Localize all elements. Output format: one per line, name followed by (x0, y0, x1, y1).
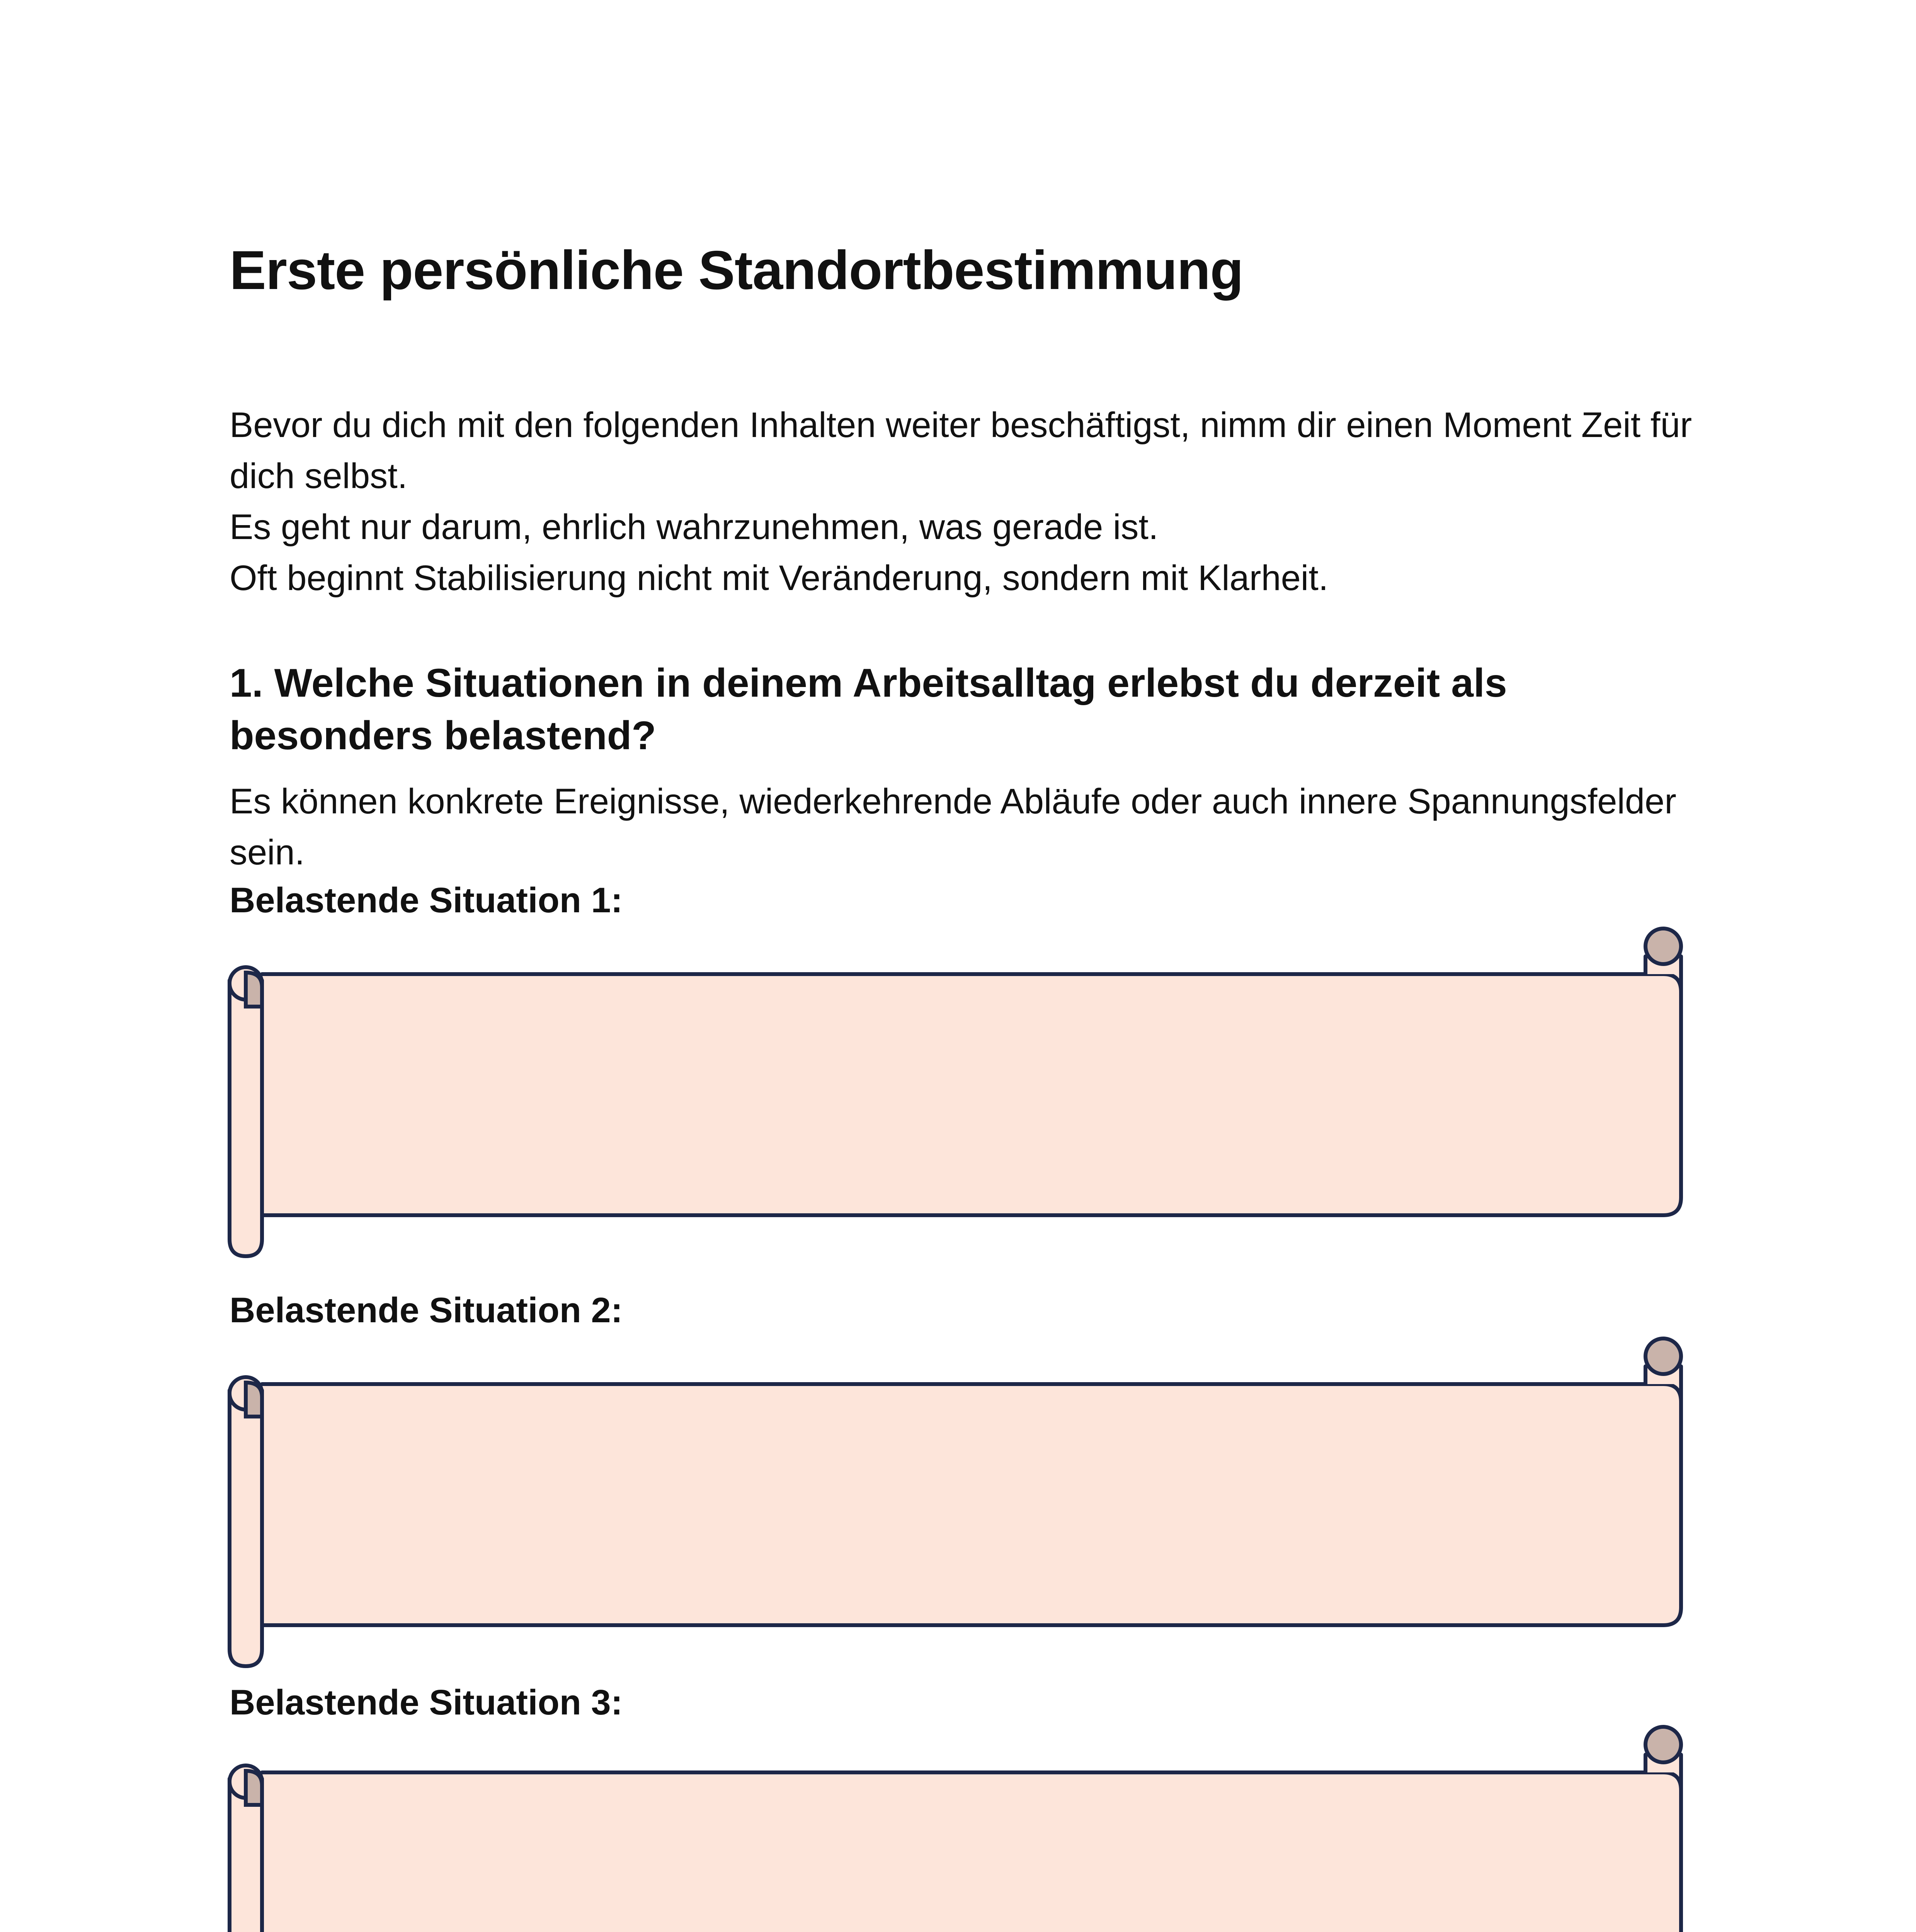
situation-answer-area-2[interactable] (277, 1393, 1665, 1616)
intro-sentence-1: Bevor du dich mit den folgenden Inhalten weiter beschäftigst, nimm dir einen Moment Zeit für dich selbst. (230, 405, 1692, 496)
question-description: Es können konkrete Ereignisse, wiederkehrende Abläufe oder auch innere Spannungsfelder sein. (230, 782, 1676, 872)
introduction (230, 400, 1717, 604)
situation-answer-area-3[interactable] (277, 1782, 1665, 1932)
scroll-left-roll (230, 1377, 262, 1666)
scroll-left-roll (230, 1765, 262, 1932)
situation-label-1: Belastende Situation 1: (230, 881, 623, 920)
scroll-left-roll (230, 967, 262, 1256)
intro-sentence-2: Es geht nur darum, ehrlich wahrzunehmen, was gerade ist. (230, 507, 1159, 547)
situation-scroll-field-2[interactable] (225, 1335, 1706, 1675)
situation-label-3: Belastende Situation 3: (230, 1683, 623, 1722)
situation-scroll-field-3[interactable] (225, 1724, 1706, 1932)
intro-sentence-3: Oft beginnt Stabilisierung nicht mit Veränderung, sondern mit Klarheit. (230, 558, 1329, 598)
page-title: Erste persönliche Standortbestimmung (230, 240, 1244, 301)
question-heading: 1. Welche Situationen in deinem Arbeitsalltag erlebst du derzeit als besonders belastend? (230, 661, 1507, 758)
situation-label-2: Belastende Situation 2: (230, 1291, 623, 1330)
situation-answer-area-1[interactable] (277, 983, 1665, 1206)
situation-scroll-field-1[interactable] (225, 925, 1706, 1265)
